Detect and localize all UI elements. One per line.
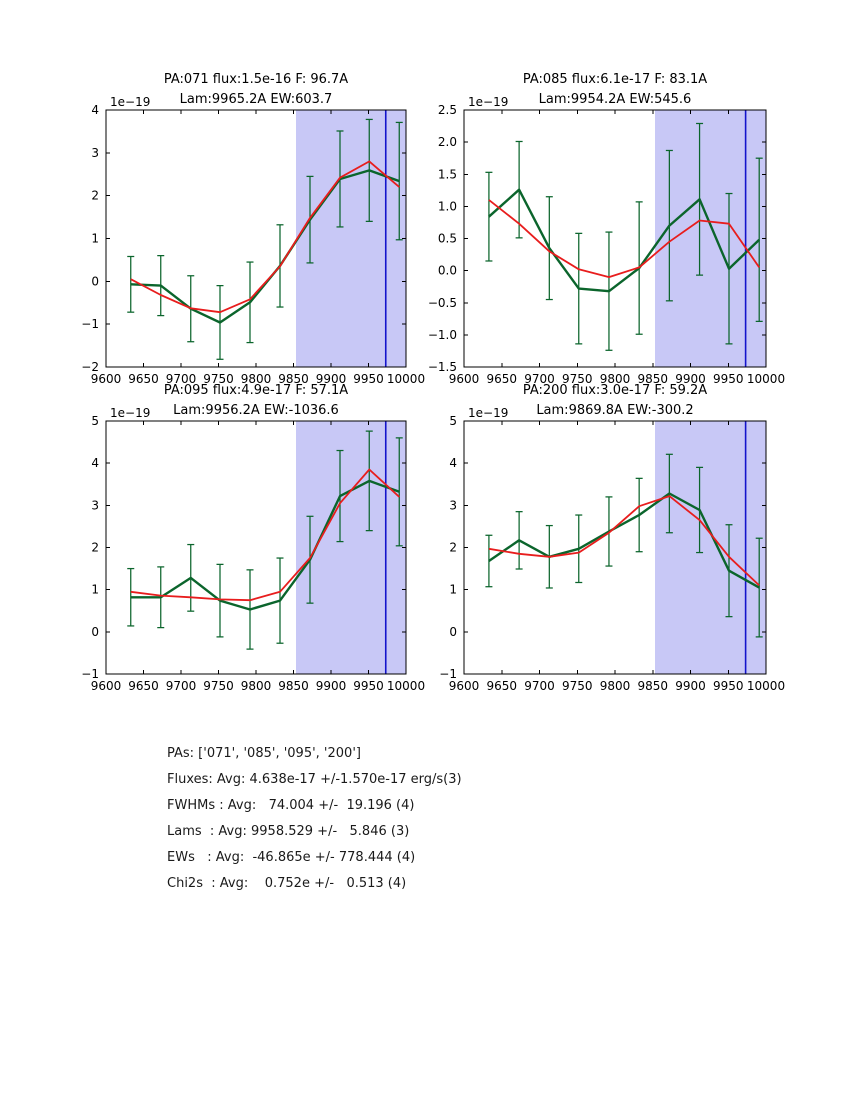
x-tick-label: 9850 — [278, 372, 309, 386]
x-tick-label: 9900 — [675, 679, 706, 693]
y-tick-label: 0 — [91, 624, 99, 639]
fit-region-shade — [296, 110, 406, 367]
y-tick-label: −1 — [81, 317, 99, 332]
x-tick-label: 9700 — [524, 372, 555, 386]
stats-line-pas: PAs: ['071', '085', '095', '200'] — [167, 746, 361, 761]
x-tick-label: 9900 — [315, 679, 347, 693]
y-tick-label: −1.0 — [427, 327, 457, 342]
stats-line-fwhms: FWHMs : Avg: 74.004 +/- 19.196 (4) — [167, 798, 415, 813]
x-tick-label: 9850 — [637, 679, 669, 693]
plot-title-line2: Lam:9956.2A EW:-1036.6 — [173, 403, 339, 418]
y-tick-label: −2 — [81, 360, 99, 374]
x-tick-label: 9800 — [599, 372, 631, 386]
y-tick-label: −1 — [439, 667, 457, 681]
y-tick-label: 2 — [91, 188, 99, 203]
axis-offset-label: 1e−19 — [468, 406, 509, 420]
x-tick-label: 9800 — [599, 679, 631, 693]
y-tick-label: 1.5 — [437, 167, 457, 182]
x-tick-label: 9600 — [448, 679, 480, 693]
fit-region-shade — [296, 421, 406, 674]
plot-area-pa085 — [398, 94, 796, 395]
x-tick-label: 9650 — [486, 372, 518, 386]
y-tick-label: 0.5 — [437, 231, 457, 246]
x-tick-label: 9750 — [203, 679, 234, 693]
x-tick-label: 9650 — [128, 679, 159, 693]
x-tick-label: 9950 — [353, 679, 384, 693]
fit-region-shade — [655, 421, 766, 674]
x-tick-label: 9700 — [165, 679, 197, 693]
plot-title-line1: PA:200 flux:3.0e-17 F: 59.2A — [522, 383, 708, 398]
x-tick-label: 9750 — [561, 679, 593, 693]
x-tick-label: 9950 — [712, 372, 744, 386]
x-tick-label: 9600 — [448, 372, 480, 386]
x-tick-label: 9700 — [165, 372, 197, 386]
y-tick-label: 5 — [449, 414, 457, 428]
stats-block — [167, 741, 462, 897]
y-tick-label: 4 — [91, 456, 99, 471]
y-tick-label: 4 — [91, 103, 99, 117]
stats-line-fluxes: Fluxes: Avg: 4.638e-17 +/-1.570e-17 erg/s(3) — [167, 772, 462, 787]
y-tick-label: 3 — [449, 498, 457, 513]
y-tick-label: 0 — [91, 274, 99, 289]
x-tick-label: 10000 — [746, 679, 786, 693]
plot-title-line2: Lam:9965.2A EW:603.7 — [179, 92, 333, 107]
stats-line-chi2s: Chi2s : Avg: 0.752e +/- 0.513 (4) — [167, 876, 407, 891]
x-tick-label: 9650 — [486, 679, 518, 693]
axis-offset-label: 1e−19 — [110, 95, 151, 109]
plot-title-line1: PA:085 flux:6.1e-17 F: 83.1A — [522, 72, 708, 87]
y-tick-label: 1.0 — [437, 199, 457, 214]
x-tick-label: 9900 — [675, 372, 706, 386]
y-tick-label: 1 — [91, 231, 99, 246]
y-tick-label: 4 — [449, 456, 457, 471]
y-tick-label: 2 — [91, 540, 99, 555]
fit-region-shade — [655, 110, 766, 367]
y-tick-label: 2.0 — [437, 135, 457, 150]
x-tick-label: 9800 — [240, 372, 272, 386]
x-tick-label: 10000 — [386, 372, 426, 386]
plot-area-pa071 — [40, 94, 436, 395]
plot-title-line2: Lam:9869.8A EW:-300.2 — [536, 403, 694, 418]
plot-title-line2: Lam:9954.2A EW:545.6 — [538, 92, 692, 107]
y-tick-label: 3 — [91, 498, 99, 513]
x-tick-label: 9850 — [278, 679, 309, 693]
y-tick-label: 2 — [449, 540, 457, 555]
plot-area-pa095 — [40, 405, 436, 702]
y-tick-label: −0.5 — [427, 295, 457, 310]
x-tick-label: 9700 — [524, 679, 555, 693]
plot-area-pa200 — [398, 405, 796, 702]
y-tick-label: 1 — [449, 582, 457, 597]
x-tick-label: 10000 — [386, 679, 426, 693]
plot-title-line1: PA:071 flux:1.5e-16 F: 96.7A — [163, 72, 349, 87]
x-tick-label: 9750 — [561, 372, 593, 386]
plot-title-line1: PA:095 flux:4.9e-17 F: 57.1A — [163, 383, 349, 398]
y-tick-label: 5 — [91, 414, 99, 428]
stats-line-lams: Lams : Avg: 9958.529 +/- 5.846 (3) — [167, 824, 410, 839]
y-tick-label: −1 — [81, 667, 99, 681]
y-tick-label: −1.5 — [427, 360, 457, 374]
x-tick-label: 9600 — [90, 679, 122, 693]
x-tick-label: 10000 — [746, 372, 786, 386]
x-tick-label: 9900 — [315, 372, 347, 386]
x-tick-label: 9950 — [353, 372, 384, 386]
y-tick-label: 3 — [91, 145, 99, 160]
y-tick-label: 1 — [91, 582, 99, 597]
y-tick-label: 2.5 — [437, 103, 457, 117]
axis-offset-label: 1e−19 — [468, 95, 509, 109]
x-tick-label: 9850 — [637, 372, 669, 386]
y-tick-label: 0 — [449, 624, 457, 639]
x-tick-label: 9750 — [203, 372, 234, 386]
x-tick-label: 9800 — [240, 679, 272, 693]
y-tick-label: 0.0 — [437, 263, 457, 278]
x-tick-label: 9600 — [90, 372, 122, 386]
x-tick-label: 9650 — [128, 372, 159, 386]
axis-offset-label: 1e−19 — [110, 406, 151, 420]
stats-line-ews: EWs : Avg: -46.865e +/- 778.444 (4) — [167, 850, 416, 865]
x-tick-label: 9950 — [712, 679, 744, 693]
